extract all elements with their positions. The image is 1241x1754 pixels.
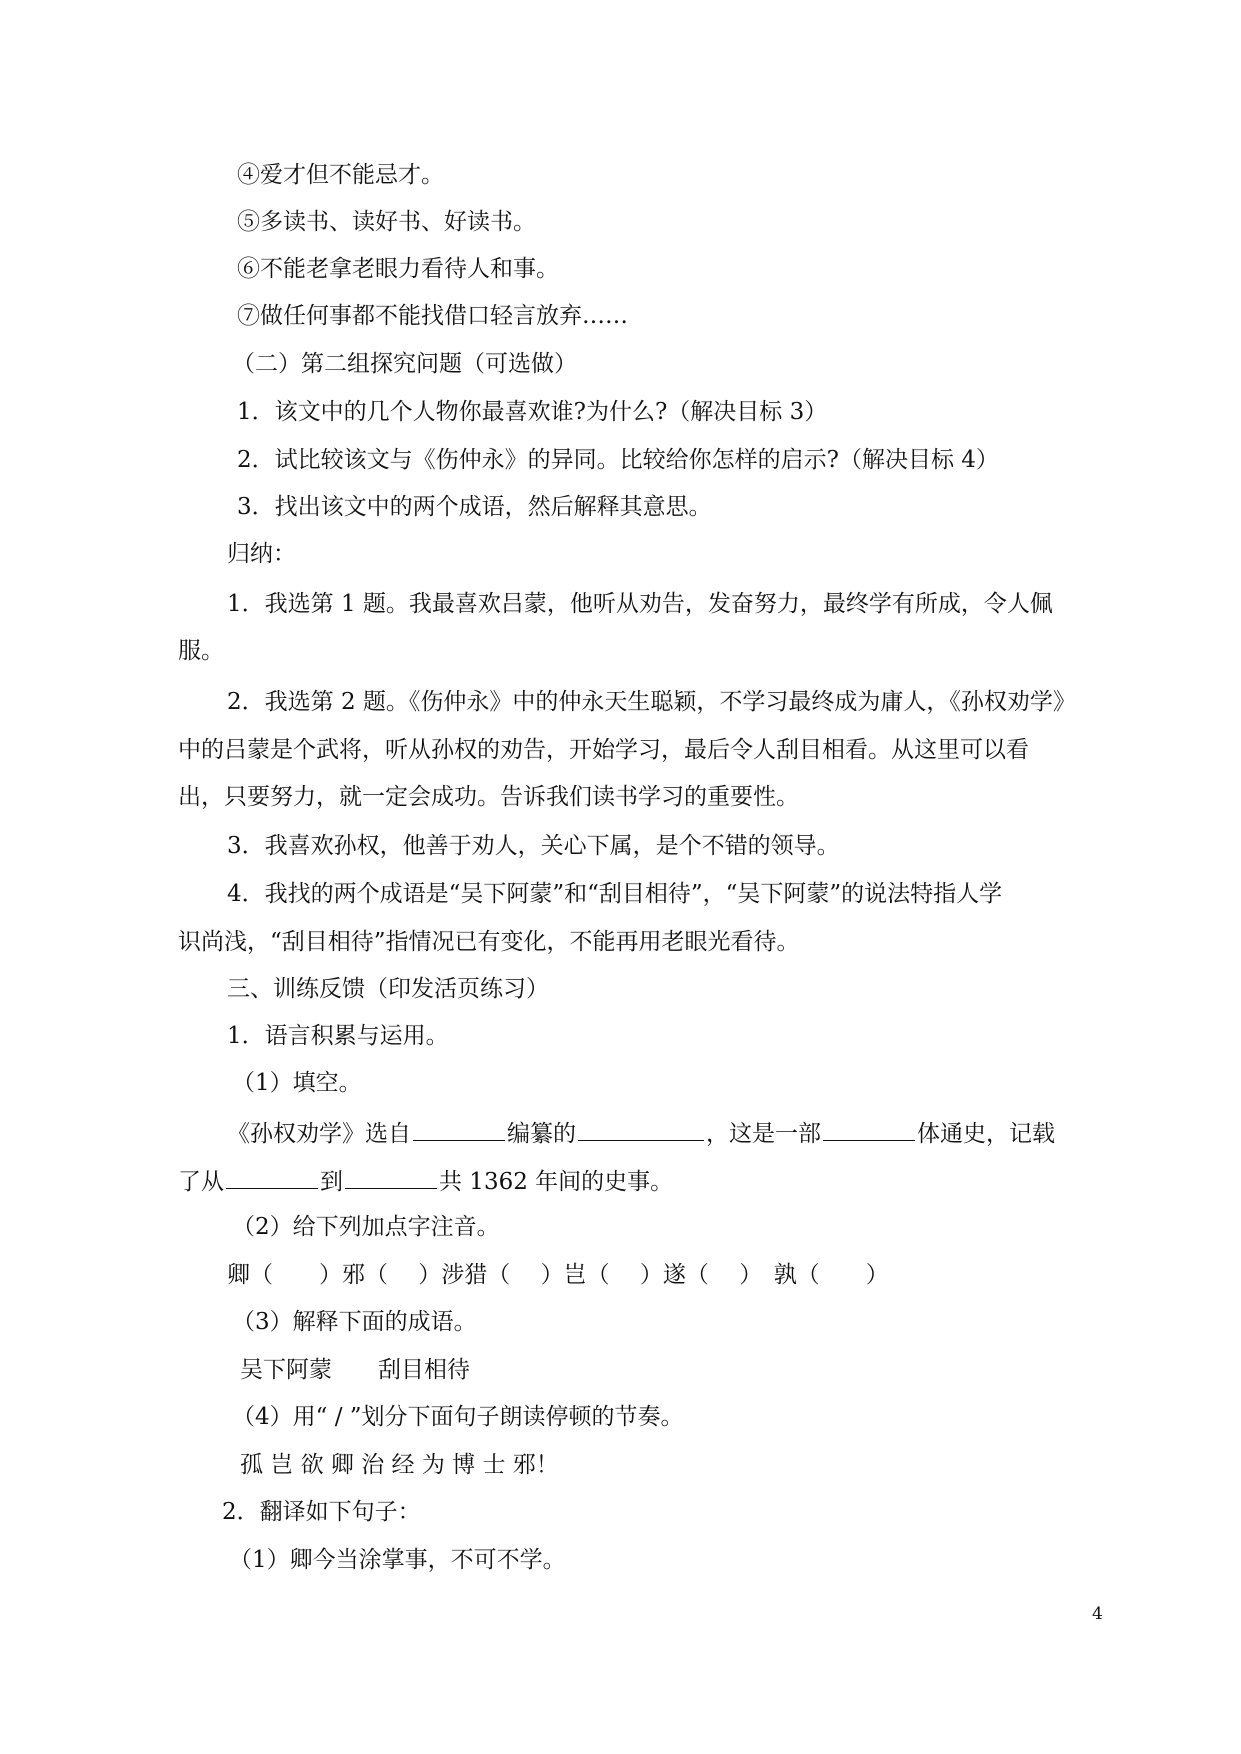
answer-text: 中的吕蒙是个武将，听从孙权的劝告，开始学习，最后令人刮目相看。从这里可以看 bbox=[178, 737, 1029, 763]
exercise-subheading: （3）解释下面的成语。 bbox=[232, 1309, 477, 1335]
exercise-heading: 2．翻译如下句子： bbox=[222, 1499, 421, 1525]
answer-blank[interactable] bbox=[226, 1164, 318, 1189]
answer-text: 识尚浅，“刮目相待”指情况已有变化，不能再用老眼光看待。 bbox=[178, 929, 800, 955]
page-number: 4 bbox=[1092, 1604, 1103, 1624]
text-line: ④爱才但不能忌才。 bbox=[237, 162, 444, 188]
section-heading: （二）第二组探究问题（可选做） bbox=[232, 351, 577, 377]
fill-text: 体通史，记载 bbox=[917, 1121, 1055, 1147]
exercise-subheading: （1）填空。 bbox=[232, 1070, 362, 1096]
answer-text: 出，只要努力，就一定会成功。告诉我们读书学习的重要性。 bbox=[178, 784, 799, 810]
fill-text: 编纂的 bbox=[507, 1121, 576, 1147]
question-item: 2．试比较该文与《伤仲永》的异同。比较给你怎样的启示?（解决目标 4） bbox=[237, 447, 999, 473]
pinyin-row: 卿（ ）邪（ ）涉猎（ ）岂（ ）遂（ ） 孰（ ） bbox=[227, 1262, 889, 1288]
fill-text: ，这是一部 bbox=[706, 1121, 821, 1147]
section-heading: 三、训练反馈（印发活页练习） bbox=[227, 976, 549, 1002]
question-item: 1．该文中的几个人物你最喜欢谁?为什么?（解决目标 3） bbox=[237, 399, 828, 425]
answer-text: 服。 bbox=[178, 638, 224, 664]
answer-blank[interactable] bbox=[345, 1164, 437, 1189]
text-line: ⑤多读书、读好书、好读书。 bbox=[237, 209, 536, 235]
answer-blank[interactable] bbox=[578, 1116, 704, 1141]
question-item: 3．找出该文中的两个成语，然后解释其意思。 bbox=[237, 494, 712, 520]
text-line: ⑥不能老拿老眼力看待人和事。 bbox=[237, 256, 559, 282]
answer-blank[interactable] bbox=[823, 1116, 915, 1141]
answer-text: 3．我喜欢孙权，他善于劝人，关心下属，是个不错的领导。 bbox=[227, 833, 840, 859]
idiom-row: 吴下阿蒙 刮目相待 bbox=[240, 1357, 470, 1383]
exercise-subheading: （2）给下列加点字注音。 bbox=[232, 1214, 500, 1240]
fill-text: 到 bbox=[320, 1169, 343, 1195]
fill-text: 了从 bbox=[178, 1169, 224, 1195]
exercise-subheading: （4）用“ / ”划分下面句子朗读停顿的节奏。 bbox=[232, 1404, 684, 1430]
fill-text: 《孙权劝学》选自 bbox=[227, 1121, 411, 1147]
text-line: ⑦做任何事都不能找借口轻言放弃…… bbox=[237, 303, 628, 329]
summary-heading: 归纳： bbox=[227, 541, 296, 567]
fill-in-line bbox=[227, 1116, 1055, 1149]
sentence-row: 孤 岂 欲 卿 治 经 为 博 士 邪！ bbox=[240, 1452, 559, 1478]
translation-item: （1）卿今当涂掌事，不可不学。 bbox=[229, 1547, 566, 1573]
answer-text: 1．我选第 1 题。我最喜欢吕蒙，他听从劝告，发奋努力，最终学有所成，令人佩 bbox=[227, 591, 1053, 617]
answer-text: 4．我找的两个成语是“吴下阿蒙”和“刮目相待”，“吴下阿蒙”的说法特指人学 bbox=[227, 881, 1003, 907]
exercise-heading: 1．语言积累与运用。 bbox=[227, 1023, 449, 1049]
answer-text: 2．我选第 2 题。《伤仲永》中的仲永天生聪颖，不学习最终成为庸人，《孙权劝学》 bbox=[227, 689, 1076, 715]
fill-in-line bbox=[178, 1164, 673, 1197]
answer-blank[interactable] bbox=[413, 1116, 505, 1141]
fill-text: 共 1362 年间的史事。 bbox=[439, 1169, 674, 1195]
